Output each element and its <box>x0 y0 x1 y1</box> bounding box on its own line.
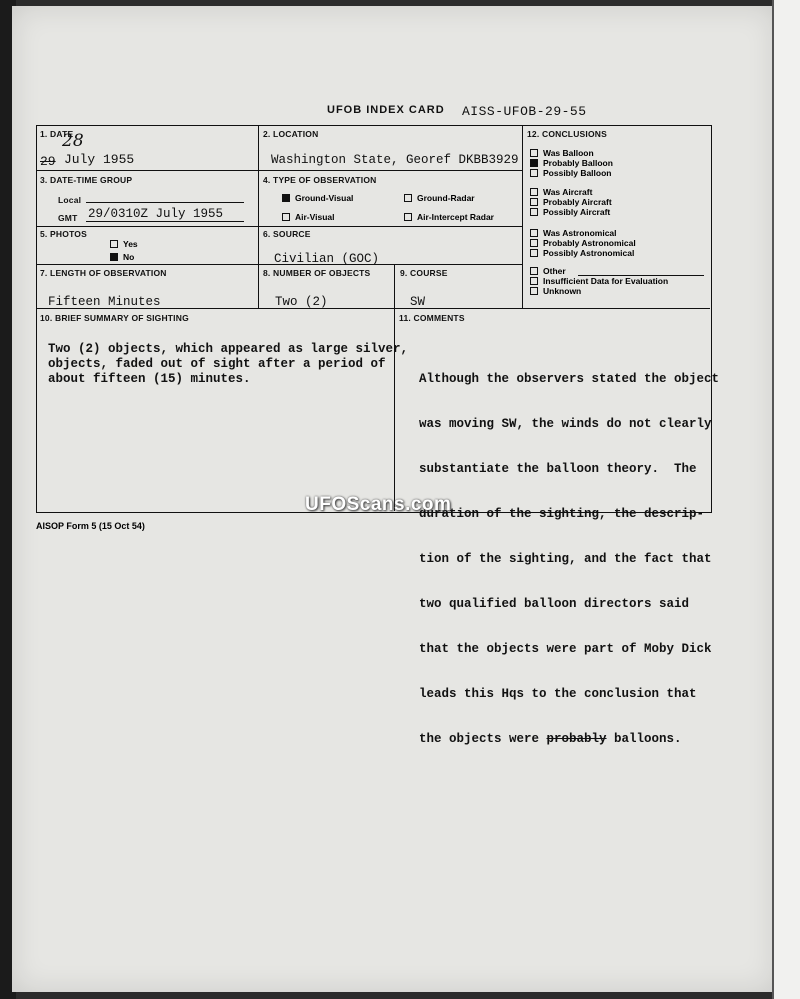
struck-word: probably <box>546 732 607 746</box>
conclusion-unknown[interactable]: Unknown <box>530 286 668 296</box>
length-value: Fifteen Minutes <box>48 295 161 309</box>
checkbox-icon <box>110 240 118 248</box>
grid-divider <box>394 264 395 511</box>
gmt-underline <box>86 221 244 222</box>
date-day-struck: 29 <box>40 154 56 169</box>
grid-divider <box>258 125 259 308</box>
grid-divider <box>522 125 523 308</box>
source-label: 6. SOURCE <box>263 229 311 239</box>
course-label: 9. COURSE <box>400 268 448 278</box>
checked-box-icon <box>110 253 118 261</box>
comments-line: was moving SW, the winds do not clearly <box>419 417 712 431</box>
conclusions-group-astronomical <box>530 228 636 258</box>
comments-label: 11. COMMENTS <box>399 313 465 323</box>
conclusions-group-aircraft <box>530 187 612 217</box>
comments-line: leads this Hqs to the conclusion that <box>419 687 697 701</box>
checkbox-icon <box>530 208 538 216</box>
checked-box-icon <box>282 194 290 202</box>
conclusion-probably-astronomical[interactable]: Probably Astronomical <box>530 238 636 248</box>
comments-line: two qualified balloon directors said <box>419 597 690 611</box>
card-title: UFOB INDEX CARD <box>327 104 445 116</box>
conclusion-possibly-aircraft[interactable]: Possibly Aircraft <box>530 207 612 217</box>
num-objects-value: Two (2) <box>275 295 328 309</box>
conclusion-possibly-astronomical[interactable]: Possibly Astronomical <box>530 248 636 258</box>
comments-text <box>419 342 719 762</box>
num-objects-label: 8. NUMBER OF OBJECTS <box>263 268 371 278</box>
gmt-value: 29/0310Z July 1955 <box>88 207 224 221</box>
location-label: 2. LOCATION <box>263 129 319 139</box>
comments-line: tion of the sighting, and the fact that <box>419 552 712 566</box>
photos-label: 5. PHOTOS <box>40 229 87 239</box>
gmt-label: GMT <box>58 213 78 223</box>
conclusions-group-other <box>530 266 668 296</box>
checkbox-icon <box>404 213 412 221</box>
length-label: 7. LENGTH OF OBSERVATION <box>40 268 167 278</box>
other-blank-line <box>578 275 704 276</box>
checkbox-icon <box>282 213 290 221</box>
type-of-observation-label: 4. TYPE OF OBSERVATION <box>263 175 377 185</box>
photos-no[interactable]: No <box>110 252 134 262</box>
comments-line: substantiate the balloon theory. The <box>419 462 697 476</box>
local-label: Local <box>58 195 82 205</box>
summary-text: Two (2) objects, which appeared as large silver, objects, faded out of sight after a period of about fifteen (15) minutes. <box>48 342 409 386</box>
conclusions-label: 12. CONCLUSIONS <box>527 129 607 139</box>
conclusion-was-aircraft[interactable]: Was Aircraft <box>530 187 612 197</box>
summary-label: 10. BRIEF SUMMARY OF SIGHTING <box>40 313 189 323</box>
comments-line: the objects were probably balloons. <box>419 732 682 746</box>
checkbox-icon <box>530 198 538 206</box>
obs-ground-visual[interactable]: Ground-Visual <box>282 193 353 203</box>
checkbox-icon <box>530 229 538 237</box>
checkbox-icon <box>530 169 538 177</box>
checkbox-icon <box>530 239 538 247</box>
checkbox-icon <box>530 267 538 275</box>
conclusion-other[interactable]: Other <box>530 266 668 276</box>
datetime-group-label: 3. DATE-TIME GROUP <box>40 175 133 185</box>
local-blank-line <box>86 202 244 203</box>
checkbox-icon <box>530 249 538 257</box>
conclusion-was-astronomical[interactable]: Was Astronomical <box>530 228 636 238</box>
checkbox-icon <box>530 277 538 285</box>
conclusion-possibly-balloon[interactable]: Possibly Balloon <box>530 168 613 178</box>
grid-divider <box>36 170 522 171</box>
location-value: Washington State, Georef DKBB3929 <box>271 153 519 167</box>
grid-divider <box>36 226 522 227</box>
checkbox-icon <box>530 287 538 295</box>
form-id: AISOP Form 5 (15 Oct 54) <box>36 521 145 531</box>
conclusion-probably-aircraft[interactable]: Probably Aircraft <box>530 197 612 207</box>
date-value: July 1955 <box>64 152 135 167</box>
conclusion-probably-balloon[interactable]: Probably Balloon <box>530 158 613 168</box>
course-value: SW <box>410 295 426 309</box>
comments-line: duration of the sighting, the descrip- <box>419 507 705 521</box>
card-number: AISS-UFOB-29-55 <box>462 104 587 119</box>
checkbox-icon <box>530 188 538 196</box>
source-value: Civilian (GOC) <box>274 252 380 266</box>
date-label: 1. DATE <box>40 129 74 139</box>
checkbox-icon <box>530 149 538 157</box>
checkbox-icon <box>404 194 412 202</box>
obs-ground-radar[interactable]: Ground-Radar <box>404 193 475 203</box>
watermark: UFOScans.com <box>305 494 452 515</box>
photos-yes[interactable]: Yes <box>110 239 138 249</box>
conclusion-was-balloon[interactable]: Was Balloon <box>530 148 613 158</box>
obs-air-intercept-radar[interactable]: Air-Intercept Radar <box>404 212 494 222</box>
scan-right-edge <box>772 0 800 999</box>
comments-line: Although the observers stated the object <box>419 372 720 386</box>
date-handwritten: 28 <box>62 131 84 151</box>
comments-line: that the objects were part of Moby Dick <box>419 642 712 656</box>
conclusion-insufficient-data[interactable]: Insufficient Data for Evaluation <box>530 276 668 286</box>
conclusions-group-balloon <box>530 148 613 178</box>
checked-box-icon <box>530 159 538 167</box>
obs-air-visual[interactable]: Air-Visual <box>282 212 335 222</box>
